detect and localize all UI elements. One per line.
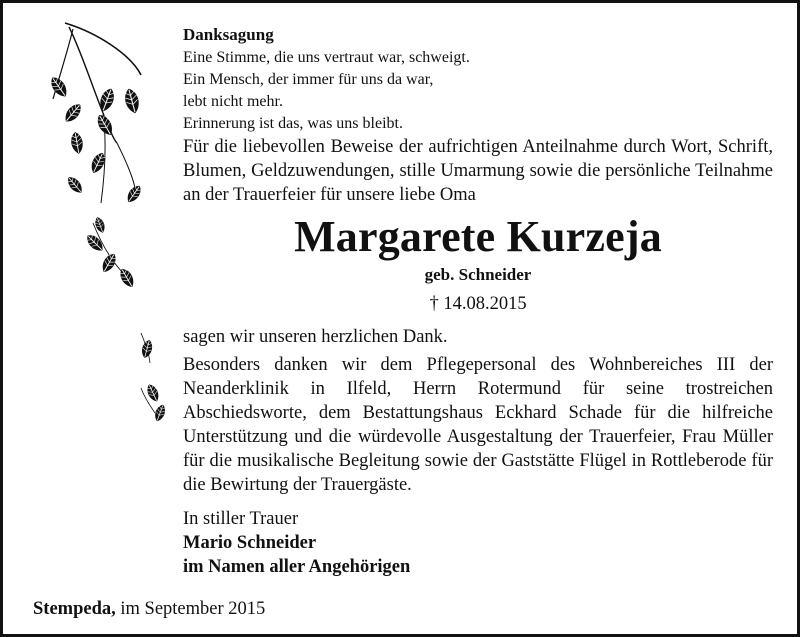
- birch-branch-icon: [3, 3, 178, 423]
- thanks-line: sagen wir unseren herzlichen Dank.: [183, 327, 448, 347]
- poem: [183, 47, 773, 135]
- poem-line: lebt nicht mehr.: [183, 93, 283, 110]
- signature: [183, 507, 773, 579]
- poem-line: Eine Stimme, die uns vertraut war, schweigt.: [183, 49, 470, 66]
- place-date: [33, 597, 265, 621]
- intro-paragraph: Für die liebevollen Beweise der aufrichtigen Anteilnahme durch Wort, Schrift, Blumen, Geldzuwendungen, stille Umarmung sowie die persönliche Teilnahme an der Trauerfeier für unsere liebe Oma: [183, 137, 773, 205]
- poem-line: Ein Mensch, der immer für uns da war,: [183, 71, 434, 88]
- date: im September 2015: [120, 599, 266, 619]
- place: Stempeda,: [33, 599, 116, 619]
- poem-line: Erinnerung ist das, was uns bleibt.: [183, 115, 403, 132]
- special-thanks-paragraph: Besonders danken wir dem Pflegepersonal des Wohnbereiches III der Neanderklinik in Ilfeld, Herrn Rotermund für seine trostreichen Abschiedsworte, dem Bestattungshaus Eckhard Schade für die hilfreiche Unterstützung und die würdevolle Ausgestaltung der Trauerfeier, Frau Müller für die musikalische Begleitung sowie der Gaststätte Flügel in Rottleberode für die Bewirtung der Trauergäste.: [183, 355, 773, 495]
- death-date: † 14.08.2015: [429, 294, 527, 314]
- signature-name: Mario Schneider: [183, 533, 317, 553]
- heading: Danksagung: [183, 25, 274, 44]
- maiden-name: geb. Schneider: [424, 265, 532, 284]
- signature-relatives: im Namen aller Angehörigen: [183, 557, 411, 577]
- deceased-name: Margarete Kurzeja: [294, 212, 662, 261]
- obituary-content: [183, 23, 773, 579]
- signature-line: In stiller Trauer: [183, 509, 299, 529]
